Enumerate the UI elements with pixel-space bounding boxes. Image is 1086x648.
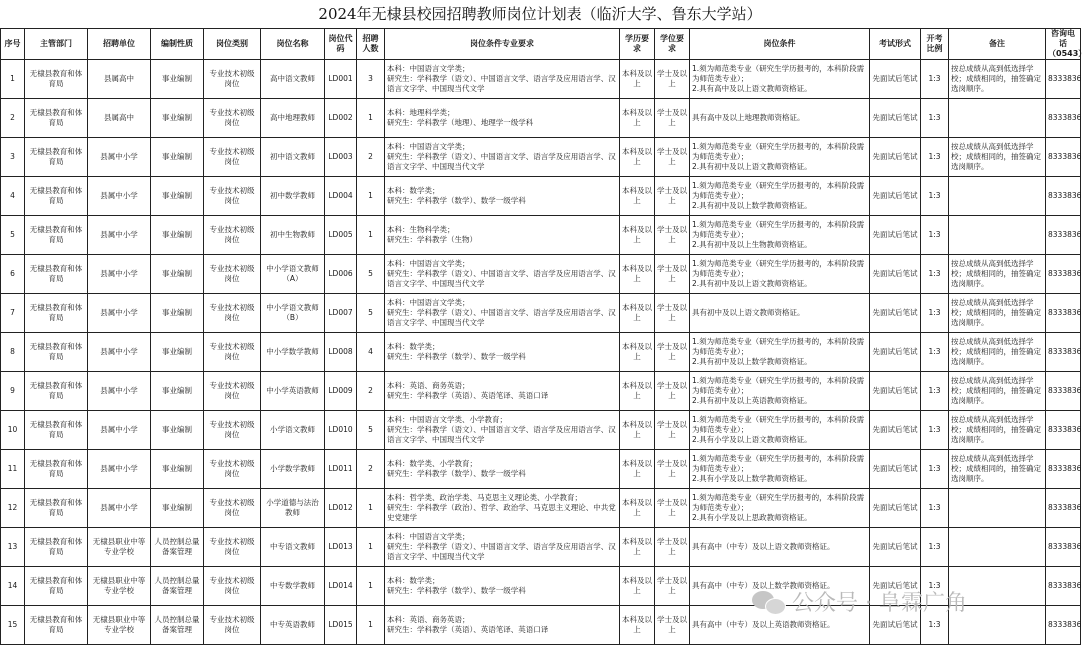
headcount-cell: 2 — [357, 450, 385, 489]
exam-ratio-cell: 1:3 — [921, 255, 949, 294]
remarks-cell — [949, 528, 1046, 567]
post-name-cell: 中小学英语教师 — [261, 372, 325, 411]
employer-cell: 县属高中 — [88, 60, 151, 99]
staffing-type-cell: 人员控制总量备案管理 — [151, 567, 204, 606]
department-cell: 无棣县教育和体育局 — [25, 177, 88, 216]
employer-cell: 无棣县职业中等专业学校 — [88, 528, 151, 567]
headcount-cell: 1 — [357, 216, 385, 255]
remarks-cell — [949, 99, 1046, 138]
wechat-icon — [752, 589, 786, 615]
post-code-cell: LD015 — [325, 606, 357, 645]
education-requirement-cell: 本科及以上 — [620, 450, 655, 489]
employer-cell: 县属中小学 — [88, 294, 151, 333]
education-requirement-cell: 本科及以上 — [620, 567, 655, 606]
post-name-cell: 初中生物教师 — [261, 216, 325, 255]
exam-format-cell: 先面试后笔试 — [870, 333, 921, 372]
department-cell: 无棣县教育和体育局 — [25, 372, 88, 411]
post-category-cell: 专业技术初级岗位 — [204, 489, 261, 528]
exam-format-cell: 先面试后笔试 — [870, 138, 921, 177]
department-cell: 无棣县教育和体育局 — [25, 216, 88, 255]
major-requirements-cell: 本科：地理科学类； 研究生：学科教学（地理）、地理学一级学科 — [385, 99, 620, 138]
major-requirements-cell: 本科：数学类； 研究生：学科教学（数学）、数学一级学科 — [385, 177, 620, 216]
phone-cell: 8333836 — [1046, 333, 1081, 372]
education-requirement-cell: 本科及以上 — [620, 333, 655, 372]
exam-ratio-cell: 1:3 — [921, 216, 949, 255]
post-name-cell: 中专语文教师 — [261, 528, 325, 567]
post-conditions-cell: 1.须为师范类专业（研究生学历报考的，本科阶段需为师范类专业）； 2.具有初中及以上生物教师资格证。 — [690, 216, 870, 255]
exam-ratio-cell: 1:3 — [921, 99, 949, 138]
education-requirement-cell: 本科及以上 — [620, 255, 655, 294]
department-cell: 无棣县教育和体育局 — [25, 411, 88, 450]
row-number-cell: 4 — [1, 177, 25, 216]
post-code-cell: LD005 — [325, 216, 357, 255]
header-cell: 招聘人数 — [357, 29, 385, 60]
post-category-cell: 专业技术初级岗位 — [204, 216, 261, 255]
row-number-cell: 3 — [1, 138, 25, 177]
post-code-cell: LD007 — [325, 294, 357, 333]
phone-cell: 8333836 — [1046, 606, 1081, 645]
degree-requirement-cell: 学士及以上 — [655, 177, 690, 216]
post-category-cell: 专业技术初级岗位 — [204, 138, 261, 177]
remarks-cell: 按总成绩从高到低选择学校；成绩相同的，抽签确定选岗顺序。 — [949, 411, 1046, 450]
exam-format-cell: 先面试后笔试 — [870, 294, 921, 333]
staffing-type-cell: 事业编制 — [151, 294, 204, 333]
post-name-cell: 中专英语教师 — [261, 606, 325, 645]
exam-ratio-cell: 1:3 — [921, 138, 949, 177]
degree-requirement-cell: 学士及以上 — [655, 138, 690, 177]
post-category-cell: 专业技术初级岗位 — [204, 60, 261, 99]
post-conditions-cell: 1.须为师范类专业（研究生学历报考的，本科阶段需为师范类专业）； 2.具有初中及以上数学教师资格证。 — [690, 333, 870, 372]
major-requirements-cell: 本科：中国语言文学类； 研究生：学科教学（语文）、中国语言文学、语言学及应用语言学、汉语言文字学、中国现当代文学 — [385, 294, 620, 333]
table-row — [1, 216, 1081, 255]
header-cell: 学历要求 — [620, 29, 655, 60]
header-cell: 咨询电话（0543） — [1046, 29, 1081, 60]
employer-cell: 县属高中 — [88, 99, 151, 138]
table-row — [1, 489, 1081, 528]
headcount-cell: 1 — [357, 177, 385, 216]
post-conditions-cell: 具有初中及以上语文教师资格证。 — [690, 294, 870, 333]
major-requirements-cell: 本科：中国语言文学类、小学教育； 研究生：学科教学（语文）、中国语言文学、语言学及应用语言学、汉语言文字学、中国现当代文学 — [385, 411, 620, 450]
education-requirement-cell: 本科及以上 — [620, 411, 655, 450]
post-category-cell: 专业技术初级岗位 — [204, 528, 261, 567]
table-row — [1, 99, 1081, 138]
major-requirements-cell: 本科：中国语言文学类； 研究生：学科教学（语文）、中国语言文学、语言学及应用语言学、汉语言文字学、中国现当代文学 — [385, 528, 620, 567]
phone-cell: 8333836 — [1046, 411, 1081, 450]
staffing-type-cell: 事业编制 — [151, 99, 204, 138]
phone-cell: 8333836 — [1046, 60, 1081, 99]
post-code-cell: LD002 — [325, 99, 357, 138]
remarks-cell: 按总成绩从高到低选择学校；成绩相同的，抽签确定选岗顺序。 — [949, 333, 1046, 372]
remarks-cell: 按总成绩从高到低选择学校；成绩相同的，抽签确定选岗顺序。 — [949, 60, 1046, 99]
page-title: 2024年无棣县校园招聘教师岗位计划表（临沂大学、鲁东大学站） — [318, 5, 762, 23]
education-requirement-cell: 本科及以上 — [620, 606, 655, 645]
education-requirement-cell: 本科及以上 — [620, 294, 655, 333]
exam-format-cell: 先面试后笔试 — [870, 411, 921, 450]
staffing-type-cell: 事业编制 — [151, 372, 204, 411]
table-row — [1, 450, 1081, 489]
employer-cell: 无棣县职业中等专业学校 — [88, 567, 151, 606]
row-number-cell: 1 — [1, 60, 25, 99]
headcount-cell: 5 — [357, 255, 385, 294]
exam-format-cell: 先面试后笔试 — [870, 216, 921, 255]
degree-requirement-cell: 学士及以上 — [655, 294, 690, 333]
header-cell: 学位要求 — [655, 29, 690, 60]
exam-format-cell: 先面试后笔试 — [870, 528, 921, 567]
table-row — [1, 177, 1081, 216]
header-cell: 岗位名称 — [261, 29, 325, 60]
watermark-text: 公众号 · 阜霖广角 — [792, 591, 967, 616]
staffing-type-cell: 事业编制 — [151, 411, 204, 450]
department-cell: 无棣县教育和体育局 — [25, 60, 88, 99]
exam-format-cell: 先面试后笔试 — [870, 450, 921, 489]
exam-format-cell: 先面试后笔试 — [870, 255, 921, 294]
degree-requirement-cell: 学士及以上 — [655, 60, 690, 99]
remarks-cell: 按总成绩从高到低选择学校；成绩相同的，抽签确定选岗顺序。 — [949, 255, 1046, 294]
major-requirements-cell: 本科：英语、商务英语； 研究生：学科教学（英语）、英语笔译、英语口译 — [385, 372, 620, 411]
education-requirement-cell: 本科及以上 — [620, 216, 655, 255]
table-row — [1, 528, 1081, 567]
row-number-cell: 11 — [1, 450, 25, 489]
degree-requirement-cell: 学士及以上 — [655, 528, 690, 567]
department-cell: 无棣县教育和体育局 — [25, 528, 88, 567]
post-name-cell: 小学数学教师 — [261, 450, 325, 489]
row-number-cell: 8 — [1, 333, 25, 372]
employer-cell: 县属中小学 — [88, 138, 151, 177]
row-number-cell: 7 — [1, 294, 25, 333]
table-row — [1, 60, 1081, 99]
degree-requirement-cell: 学士及以上 — [655, 372, 690, 411]
exam-ratio-cell: 1:3 — [921, 450, 949, 489]
post-code-cell: LD008 — [325, 333, 357, 372]
exam-ratio-cell: 1:3 — [921, 489, 949, 528]
department-cell: 无棣县教育和体育局 — [25, 99, 88, 138]
staffing-type-cell: 事业编制 — [151, 60, 204, 99]
employer-cell: 无棣县职业中等专业学校 — [88, 606, 151, 645]
employer-cell: 县属中小学 — [88, 489, 151, 528]
remarks-cell — [949, 216, 1046, 255]
post-name-cell: 高中地理教师 — [261, 99, 325, 138]
exam-format-cell: 先面试后笔试 — [870, 372, 921, 411]
exam-ratio-cell: 1:3 — [921, 294, 949, 333]
phone-cell: 8333836 — [1046, 294, 1081, 333]
staffing-type-cell: 事业编制 — [151, 255, 204, 294]
phone-cell: 8333836 — [1046, 489, 1081, 528]
phone-cell: 8333836 — [1046, 255, 1081, 294]
headcount-cell: 2 — [357, 138, 385, 177]
table-header-row — [1, 29, 1081, 60]
degree-requirement-cell: 学士及以上 — [655, 489, 690, 528]
post-conditions-cell: 1.须为师范类专业（研究生学历报考的，本科阶段需为师范类专业）； 2.具有小学及以上思政教师资格证。 — [690, 489, 870, 528]
staffing-type-cell: 事业编制 — [151, 138, 204, 177]
education-requirement-cell: 本科及以上 — [620, 138, 655, 177]
phone-cell: 8333836 — [1046, 177, 1081, 216]
staffing-type-cell: 事业编制 — [151, 333, 204, 372]
post-conditions-cell: 1.须为师范类专业（研究生学历报考的，本科阶段需为师范类专业）； 2.具有初中及以上英语教师资格证。 — [690, 372, 870, 411]
staffing-type-cell: 事业编制 — [151, 450, 204, 489]
table-row — [1, 138, 1081, 177]
remarks-cell — [949, 489, 1046, 528]
staffing-type-cell: 人员控制总量备案管理 — [151, 606, 204, 645]
major-requirements-cell: 本科：英语、商务英语； 研究生：学科教学（英语）、英语笔译、英语口译 — [385, 606, 620, 645]
education-requirement-cell: 本科及以上 — [620, 177, 655, 216]
phone-cell: 8333836 — [1046, 99, 1081, 138]
post-code-cell: LD009 — [325, 372, 357, 411]
degree-requirement-cell: 学士及以上 — [655, 99, 690, 138]
exam-format-cell: 先面试后笔试 — [870, 60, 921, 99]
post-name-cell: 中小学语文教师（A） — [261, 255, 325, 294]
header-cell: 岗位类别 — [204, 29, 261, 60]
exam-ratio-cell: 1:3 — [921, 177, 949, 216]
degree-requirement-cell: 学士及以上 — [655, 450, 690, 489]
headcount-cell: 5 — [357, 411, 385, 450]
headcount-cell: 2 — [357, 372, 385, 411]
post-code-cell: LD010 — [325, 411, 357, 450]
major-requirements-cell: 本科：数学类； 研究生：学科教学（数学）、数学一级学科 — [385, 567, 620, 606]
post-code-cell: LD003 — [325, 138, 357, 177]
headcount-cell: 3 — [357, 60, 385, 99]
headcount-cell: 5 — [357, 294, 385, 333]
education-requirement-cell: 本科及以上 — [620, 528, 655, 567]
remarks-cell: 按总成绩从高到低选择学校；成绩相同的，抽签确定选岗顺序。 — [949, 138, 1046, 177]
exam-ratio-cell: 1:3 — [921, 528, 949, 567]
post-conditions-cell: 1.须为师范类专业（研究生学历报考的，本科阶段需为师范类专业）； 2.具有小学及以上语文教师资格证。 — [690, 411, 870, 450]
post-conditions-cell: 具有高中（中专）及以上语文教师资格证。 — [690, 528, 870, 567]
employer-cell: 县属中小学 — [88, 411, 151, 450]
row-number-cell: 2 — [1, 99, 25, 138]
employer-cell: 县属中小学 — [88, 333, 151, 372]
post-category-cell: 专业技术初级岗位 — [204, 294, 261, 333]
post-category-cell: 专业技术初级岗位 — [204, 99, 261, 138]
post-code-cell: LD012 — [325, 489, 357, 528]
department-cell: 无棣县教育和体育局 — [25, 450, 88, 489]
table-row — [1, 372, 1081, 411]
header-cell: 主管部门 — [25, 29, 88, 60]
staffing-type-cell: 事业编制 — [151, 177, 204, 216]
employer-cell: 县属中小学 — [88, 450, 151, 489]
row-number-cell: 12 — [1, 489, 25, 528]
header-cell: 备注 — [949, 29, 1046, 60]
table-row — [1, 294, 1081, 333]
degree-requirement-cell: 学士及以上 — [655, 567, 690, 606]
exam-format-cell: 先面试后笔试 — [870, 177, 921, 216]
exam-format-cell: 先面试后笔试 — [870, 99, 921, 138]
phone-cell: 8333836 — [1046, 372, 1081, 411]
post-conditions-cell: 具有高中（中专）及以上数学教师资格证。 — [690, 567, 870, 606]
post-category-cell: 专业技术初级岗位 — [204, 411, 261, 450]
post-code-cell: LD013 — [325, 528, 357, 567]
phone-cell: 8333836 — [1046, 138, 1081, 177]
post-category-cell: 专业技术初级岗位 — [204, 450, 261, 489]
major-requirements-cell: 本科：中国语言文学类； 研究生：学科教学（语文）、中国语言文学、语言学及应用语言学、汉语言文字学、中国现当代文学 — [385, 255, 620, 294]
exam-ratio-cell: 1:3 — [921, 333, 949, 372]
header-cell: 岗位代码 — [325, 29, 357, 60]
row-number-cell: 5 — [1, 216, 25, 255]
education-requirement-cell: 本科及以上 — [620, 99, 655, 138]
post-code-cell: LD001 — [325, 60, 357, 99]
post-name-cell: 中专数学教师 — [261, 567, 325, 606]
phone-cell: 8333836 — [1046, 567, 1081, 606]
degree-requirement-cell: 学士及以上 — [655, 606, 690, 645]
remarks-cell: 按总成绩从高到低选择学校；成绩相同的，抽签确定选岗顺序。 — [949, 372, 1046, 411]
header-cell: 开考比例 — [921, 29, 949, 60]
post-name-cell: 中小学数学教师 — [261, 333, 325, 372]
row-number-cell: 14 — [1, 567, 25, 606]
post-category-cell: 专业技术初级岗位 — [204, 333, 261, 372]
post-conditions-cell: 1.须为师范类专业（研究生学历报考的，本科阶段需为师范类专业）； 2.具有初中及以上语文教师资格证。 — [690, 138, 870, 177]
row-number-cell: 6 — [1, 255, 25, 294]
major-requirements-cell: 本科：数学类； 研究生：学科教学（数学）、数学一级学科 — [385, 333, 620, 372]
education-requirement-cell: 本科及以上 — [620, 489, 655, 528]
major-requirements-cell: 本科：中国语言文学类； 研究生：学科教学（语文）、中国语言文学、语言学及应用语言学、汉语言文字学、中国现当代文学 — [385, 60, 620, 99]
phone-cell: 8333836 — [1046, 450, 1081, 489]
post-name-cell: 小学道德与法治教师 — [261, 489, 325, 528]
post-name-cell: 中小学语文教师（B） — [261, 294, 325, 333]
headcount-cell: 4 — [357, 333, 385, 372]
staffing-type-cell: 人员控制总量备案管理 — [151, 528, 204, 567]
watermark — [752, 586, 967, 617]
employer-cell: 县属中小学 — [88, 216, 151, 255]
recruitment-table — [0, 28, 1086, 645]
post-name-cell: 小学语文教师 — [261, 411, 325, 450]
post-category-cell: 专业技术初级岗位 — [204, 177, 261, 216]
staffing-type-cell: 事业编制 — [151, 216, 204, 255]
education-requirement-cell: 本科及以上 — [620, 60, 655, 99]
major-requirements-cell: 本科：中国语言文学类； 研究生：学科教学（语文）、中国语言文学、语言学及应用语言学、汉语言文字学、中国现当代文学 — [385, 138, 620, 177]
row-number-cell: 15 — [1, 606, 25, 645]
post-category-cell: 专业技术初级岗位 — [204, 255, 261, 294]
degree-requirement-cell: 学士及以上 — [655, 216, 690, 255]
phone-cell: 8333836 — [1046, 216, 1081, 255]
post-category-cell: 专业技术初级岗位 — [204, 567, 261, 606]
department-cell: 无棣县教育和体育局 — [25, 333, 88, 372]
post-code-cell: LD006 — [325, 255, 357, 294]
header-cell: 考试形式 — [870, 29, 921, 60]
post-code-cell: LD014 — [325, 567, 357, 606]
row-number-cell: 13 — [1, 528, 25, 567]
table-row — [1, 255, 1081, 294]
header-cell: 序号 — [1, 29, 25, 60]
post-name-cell: 初中数学教师 — [261, 177, 325, 216]
exam-ratio-cell: 1:3 — [921, 411, 949, 450]
header-cell: 岗位条件专业要求 — [385, 29, 620, 60]
remarks-cell: 按总成绩从高到低选择学校；成绩相同的，抽签确定选岗顺序。 — [949, 450, 1046, 489]
department-cell: 无棣县教育和体育局 — [25, 606, 88, 645]
header-cell: 编制性质 — [151, 29, 204, 60]
headcount-cell: 1 — [357, 99, 385, 138]
department-cell: 无棣县教育和体育局 — [25, 255, 88, 294]
row-number-cell: 9 — [1, 372, 25, 411]
headcount-cell: 1 — [357, 528, 385, 567]
remarks-cell: 按总成绩从高到低选择学校；成绩相同的，抽签确定选岗顺序。 — [949, 294, 1046, 333]
post-conditions-cell: 1.须为师范类专业（研究生学历报考的，本科阶段需为师范类专业）； 2.具有高中及以上语文教师资格证。 — [690, 60, 870, 99]
table-body — [1, 60, 1081, 645]
post-conditions-cell: 1.须为师范类专业（研究生学历报考的，本科阶段需为师范类专业）； 2.具有小学及以上数学教师资格证。 — [690, 450, 870, 489]
exam-ratio-cell: 1:3 — [921, 567, 949, 606]
exam-format-cell: 先面试后笔试 — [870, 606, 921, 645]
header-cell: 岗位条件 — [690, 29, 870, 60]
department-cell: 无棣县教育和体育局 — [25, 138, 88, 177]
department-cell: 无棣县教育和体育局 — [25, 567, 88, 606]
post-conditions-cell: 1.须为师范类专业（研究生学历报考的，本科阶段需为师范类专业）； 2.具有初中及以上语文教师资格证。 — [690, 255, 870, 294]
post-category-cell: 专业技术初级岗位 — [204, 606, 261, 645]
table-row — [1, 333, 1081, 372]
staffing-type-cell: 事业编制 — [151, 489, 204, 528]
major-requirements-cell: 本科：数学类、小学教育； 研究生：学科教学（数学）、数学一级学科 — [385, 450, 620, 489]
major-requirements-cell: 本科：哲学类、政治学类、马克思主义理论类、小学教育； 研究生：学科教学（政治）、哲学、政治学、马克思主义理论、中共党史党建学 — [385, 489, 620, 528]
post-name-cell: 初中语文教师 — [261, 138, 325, 177]
degree-requirement-cell: 学士及以上 — [655, 255, 690, 294]
exam-format-cell: 先面试后笔试 — [870, 567, 921, 606]
headcount-cell: 1 — [357, 489, 385, 528]
remarks-cell — [949, 177, 1046, 216]
department-cell: 无棣县教育和体育局 — [25, 294, 88, 333]
post-name-cell: 高中语文教师 — [261, 60, 325, 99]
post-category-cell: 专业技术初级岗位 — [204, 372, 261, 411]
exam-format-cell: 先面试后笔试 — [870, 489, 921, 528]
post-code-cell: LD011 — [325, 450, 357, 489]
headcount-cell: 1 — [357, 606, 385, 645]
employer-cell: 县属中小学 — [88, 255, 151, 294]
education-requirement-cell: 本科及以上 — [620, 372, 655, 411]
department-cell: 无棣县教育和体育局 — [25, 489, 88, 528]
major-requirements-cell: 本科：生物科学类； 研究生：学科教学（生物） — [385, 216, 620, 255]
exam-ratio-cell: 1:3 — [921, 606, 949, 645]
exam-ratio-cell: 1:3 — [921, 60, 949, 99]
headcount-cell: 1 — [357, 567, 385, 606]
phone-cell: 8333836 — [1046, 528, 1081, 567]
header-cell: 招聘单位 — [88, 29, 151, 60]
row-number-cell: 10 — [1, 411, 25, 450]
employer-cell: 县属中小学 — [88, 177, 151, 216]
degree-requirement-cell: 学士及以上 — [655, 411, 690, 450]
table-row — [1, 411, 1081, 450]
post-conditions-cell: 具有高中及以上地理教师资格证。 — [690, 99, 870, 138]
exam-ratio-cell: 1:3 — [921, 372, 949, 411]
post-code-cell: LD004 — [325, 177, 357, 216]
post-conditions-cell: 具有高中（中专）及以上英语教师资格证。 — [690, 606, 870, 645]
post-conditions-cell: 1.须为师范类专业（研究生学历报考的，本科阶段需为师范类专业）； 2.具有初中及以上数学教师资格证。 — [690, 177, 870, 216]
degree-requirement-cell: 学士及以上 — [655, 333, 690, 372]
employer-cell: 县属中小学 — [88, 372, 151, 411]
